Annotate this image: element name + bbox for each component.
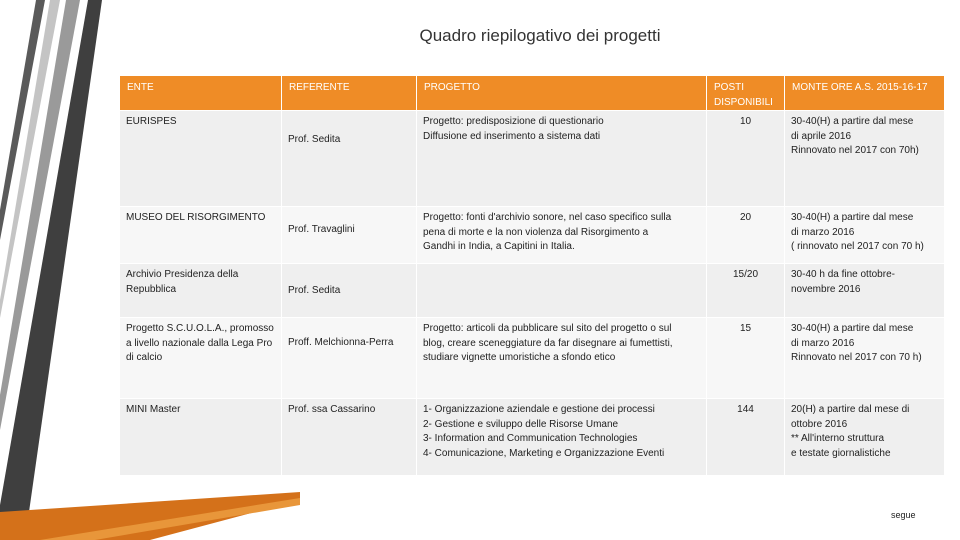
cell-ente: MUSEO DEL RISORGIMENTO (120, 207, 282, 264)
cell-posti: 15 (707, 318, 785, 399)
cell-monte-ore (785, 399, 945, 476)
cell-posti: 15/20 (707, 264, 785, 318)
monte-line: di aprile 2016 (791, 130, 852, 142)
progetto-line: Diffusione ed inserimento a sistema dati (423, 130, 601, 142)
progetto-line: Progetto: articoli da pubblicare sul sito del progetto o sul (423, 323, 672, 334)
cell-ente: Archivio Presidenza della Repubblica (120, 264, 282, 318)
cell-progetto (417, 399, 707, 476)
stripe-dark-1 (0, 0, 102, 540)
cell-referente: Prof. Sedita (282, 111, 417, 207)
monte-line: ottobre 2016 (791, 418, 848, 430)
cell-referente: Prof. Travaglini (282, 207, 417, 264)
monte-line: 30-40 h da fine ottobre- (791, 269, 895, 280)
cell-progetto (417, 111, 707, 207)
cell-ente: MINI Master (120, 399, 282, 476)
cell-referente: Prof. ssa Cassarino (282, 399, 417, 476)
table-row (120, 111, 945, 207)
progetto-line: studiare vignette umoristiche a sfondo etico (423, 352, 616, 363)
cell-monte-ore (785, 207, 945, 264)
monte-line: 30-40(H) a partire dal mese (791, 116, 914, 127)
monte-line: di marzo 2016 (791, 226, 855, 238)
cell-ente: Progetto S.C.U.O.L.A., promosso a livello nazionale dalla Lega Pro di calcio (120, 318, 282, 399)
monte-line: novembre 2016 (791, 283, 861, 295)
monte-line: 20(H) a partire dal mese di (791, 404, 910, 415)
cell-monte-ore (785, 111, 945, 207)
monte-line: ** All'interno struttura (791, 433, 885, 444)
header-row (120, 76, 945, 111)
progetto-line: Progetto: predisposizione di questionario (423, 116, 604, 127)
cell-referente: Proff. Melchionna-Perra (282, 318, 417, 399)
progetto-line: Gandhi in India, a Capitini in Italia. (423, 241, 575, 252)
cell-monte-ore (785, 318, 945, 399)
header-referente: REFERENTE (282, 76, 417, 111)
progetto-line: 3- Information and Communication Technologies (423, 433, 638, 444)
cell-posti: 20 (707, 207, 785, 264)
progetto-line: 1- Organizzazione aziendale e gestione dei processi (423, 404, 655, 415)
header-posti: POSTI DISPONIBILI (707, 76, 785, 111)
progetto-line: Progetto: fonti d'archivio sonore, nel caso specifico sulla (423, 212, 672, 223)
cell-posti: 10 (707, 111, 785, 207)
progetto-line: 4- Comunicazione, Marketing e Organizzazione Eventi (423, 447, 665, 459)
next-page-label: segue (891, 510, 916, 520)
monte-line: Rinnovato nel 2017 con 70h) (791, 145, 919, 156)
page-title: Quadro riepilogativo dei progetti (419, 26, 661, 45)
header-monte-ore: MONTE ORE A.S. 2015-16-17 (785, 76, 945, 111)
cell-referente: Prof. Sedita (282, 264, 417, 318)
table-row (120, 207, 945, 264)
monte-line: di marzo 2016 (791, 337, 855, 349)
monte-line: 30-40(H) a partire dal mese (791, 323, 914, 334)
table-row (120, 399, 945, 476)
table-row (120, 264, 945, 318)
monte-line: e testate giornalistiche (791, 447, 891, 459)
monte-line: ( rinnovato nel 2017 con 70 h) (791, 241, 924, 252)
cell-posti: 144 (707, 399, 785, 476)
cell-progetto (417, 318, 707, 399)
stripe-orange-1 (0, 492, 300, 540)
cell-progetto (417, 264, 707, 318)
cell-monte-ore (785, 264, 945, 318)
cell-ente: EURISPES (120, 111, 282, 207)
cell-progetto (417, 207, 707, 264)
table-row (120, 318, 945, 399)
progetto-line: blog, creare sceneggiature da far disegnare ai fumettisti, (423, 337, 673, 349)
progetto-line: pena di morte e la non violenza dal Risorgimento a (423, 226, 649, 238)
header-ente: ENTE (120, 76, 282, 111)
progetto-line: 2- Gestione e sviluppo delle Risorse Umane (423, 418, 619, 430)
projects-table (119, 75, 945, 476)
header-progetto: PROGETTO (417, 76, 707, 111)
monte-line: Rinnovato nel 2017 con 70 h) (791, 352, 922, 363)
monte-line: 30-40(H) a partire dal mese (791, 212, 914, 223)
